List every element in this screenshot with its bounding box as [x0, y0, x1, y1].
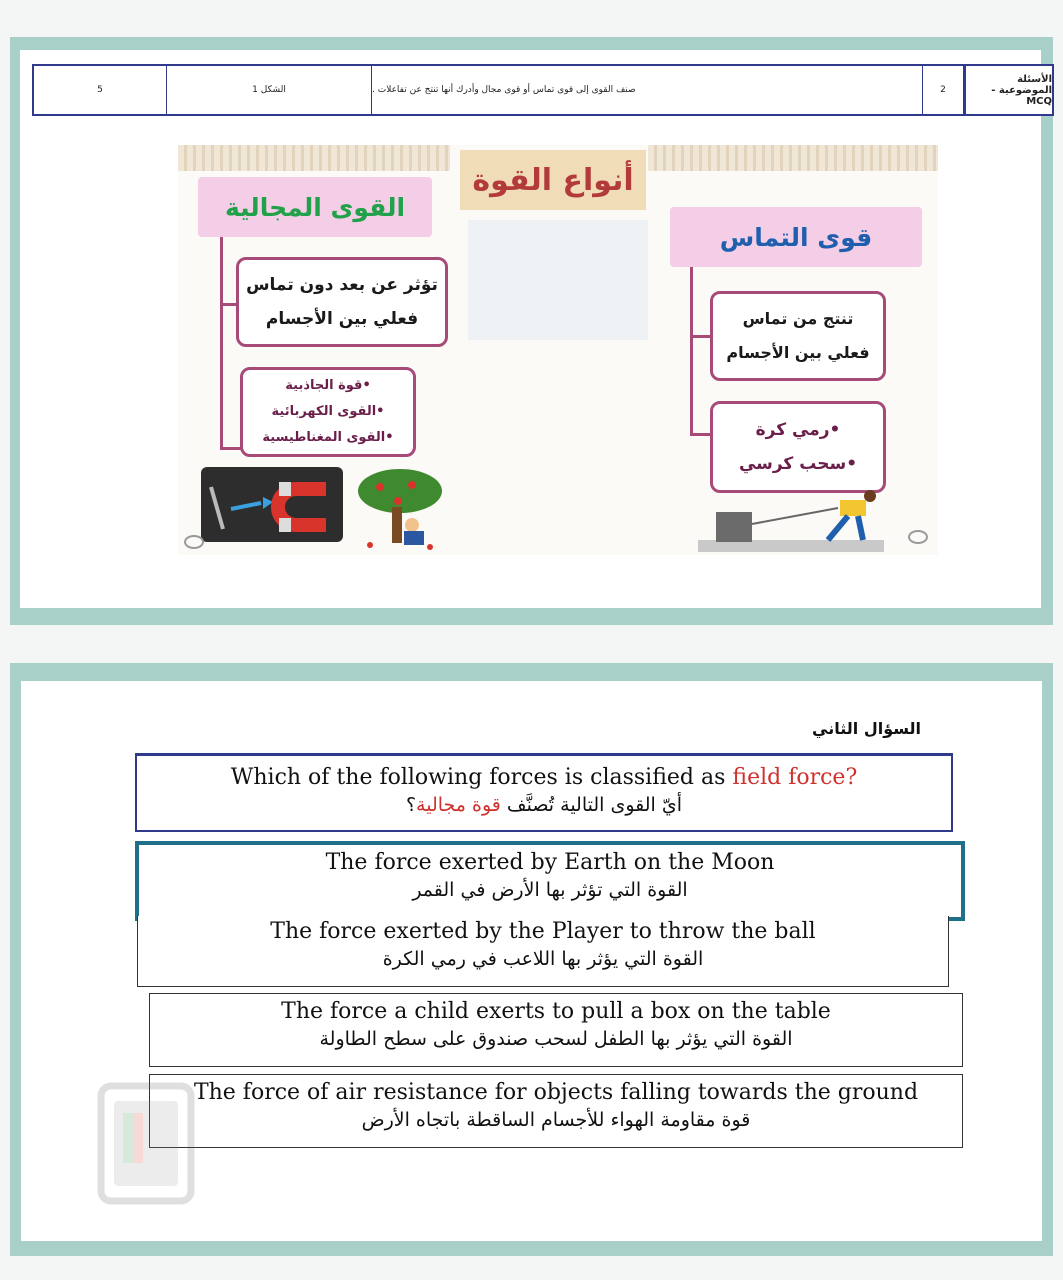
field-desc-line-1: تؤثر عن بعد دون تماس [246, 275, 438, 295]
option-2-english: The force exerted by the Player to throw the ball [270, 919, 816, 944]
field-examples-box [240, 367, 416, 457]
magnet-image [201, 467, 343, 542]
option-1-english: The force exerted by Earth on the Moon [325, 850, 775, 875]
option-3-arabic: القوة التي يؤثر بها الطفل لسحب صندوق على سطح الطاولة [319, 1028, 793, 1050]
figure-cell: الشكل 1 [166, 66, 371, 114]
section-cell: الأسئلة الموضوعية - MCQ [963, 66, 1052, 114]
contact-connector-1 [690, 335, 710, 338]
option-3[interactable] [149, 993, 963, 1067]
contact-desc-line-1: تنتج من تماس [742, 309, 854, 328]
prompt-arabic [137, 792, 951, 818]
field-desc-line-2: فعلي بين الأجسام [265, 309, 419, 329]
slide-strip-right [648, 145, 938, 171]
option-4-arabic: قوة مقاومة الهواء للأجسام الساقطة باتجاه الأرض [361, 1109, 751, 1131]
outcome-cell: صنف القوى إلى قوى تماس أو قوى مجال وأدرك أنها تنتج عن تفاعلات . [371, 66, 922, 114]
prompt-english-text: Which of the following forces is classified as [230, 765, 733, 790]
contact-example-1: •رمي كرة [755, 420, 841, 440]
field-connector-vertical [220, 237, 223, 449]
question-prompt [135, 753, 953, 832]
top-panel-content [20, 50, 1052, 608]
marks-cell: 5 [97, 85, 103, 95]
field-forces-title: القوى المجالية [198, 177, 432, 237]
contact-connector-vertical [690, 267, 693, 435]
option-2-arabic: القوة التي يؤثر بها اللاعب في رمي الكرة [382, 948, 704, 970]
contact-desc-line-2: فعلي بين الأجسام [726, 343, 870, 362]
prompt-arabic-end: ؟ [405, 794, 417, 816]
header-table [32, 64, 1054, 116]
contact-connector-2 [690, 433, 710, 436]
option-4[interactable] [149, 1074, 963, 1148]
slide-nav-icon-right[interactable] [908, 530, 928, 544]
prompt-arabic-highlight: قوة مجالية [416, 794, 501, 816]
option-3-english: The force a child exerts to pull a box on the table [281, 999, 831, 1024]
field-example-3: •القوى المغناطيسية [262, 430, 394, 445]
slide-nav-icon-left[interactable] [184, 535, 204, 549]
contact-forces-title: قوى التماس [670, 207, 922, 267]
option-1-arabic: القوة التي تؤثر بها الأرض في القمر [412, 879, 688, 901]
bottom-panel-content [21, 681, 1042, 1241]
question-label: السؤال الثاني [812, 719, 921, 738]
option-4-english: The force of air resistance for objects falling towards the ground [193, 1080, 919, 1105]
option-1[interactable] [135, 841, 965, 921]
tree-gravity-image [350, 467, 445, 552]
top-panel [10, 37, 1053, 625]
number-cell: 2 [922, 66, 963, 114]
forces-slide [178, 145, 938, 555]
prompt-english [137, 764, 951, 792]
slide-title: أنواع القوة [460, 150, 646, 210]
slide-faded-area [468, 220, 648, 340]
contact-description-box [710, 291, 886, 381]
prompt-arabic-text: أيّ القوى التالية تُصنَّف [500, 794, 683, 816]
contact-example-2: •سحب كرسي [738, 454, 858, 474]
pulling-box-image [698, 490, 888, 552]
contact-examples-box [710, 401, 886, 493]
slide-strip-left [178, 145, 450, 171]
prompt-english-highlight: field force? [732, 765, 858, 790]
bottom-panel [10, 663, 1053, 1256]
field-example-2: •القوى الكهربائية [271, 404, 385, 419]
field-example-1: •قوة الجاذبية [285, 378, 371, 393]
field-connector-2 [220, 447, 242, 450]
field-description-box [236, 257, 448, 347]
option-2[interactable] [137, 916, 949, 987]
